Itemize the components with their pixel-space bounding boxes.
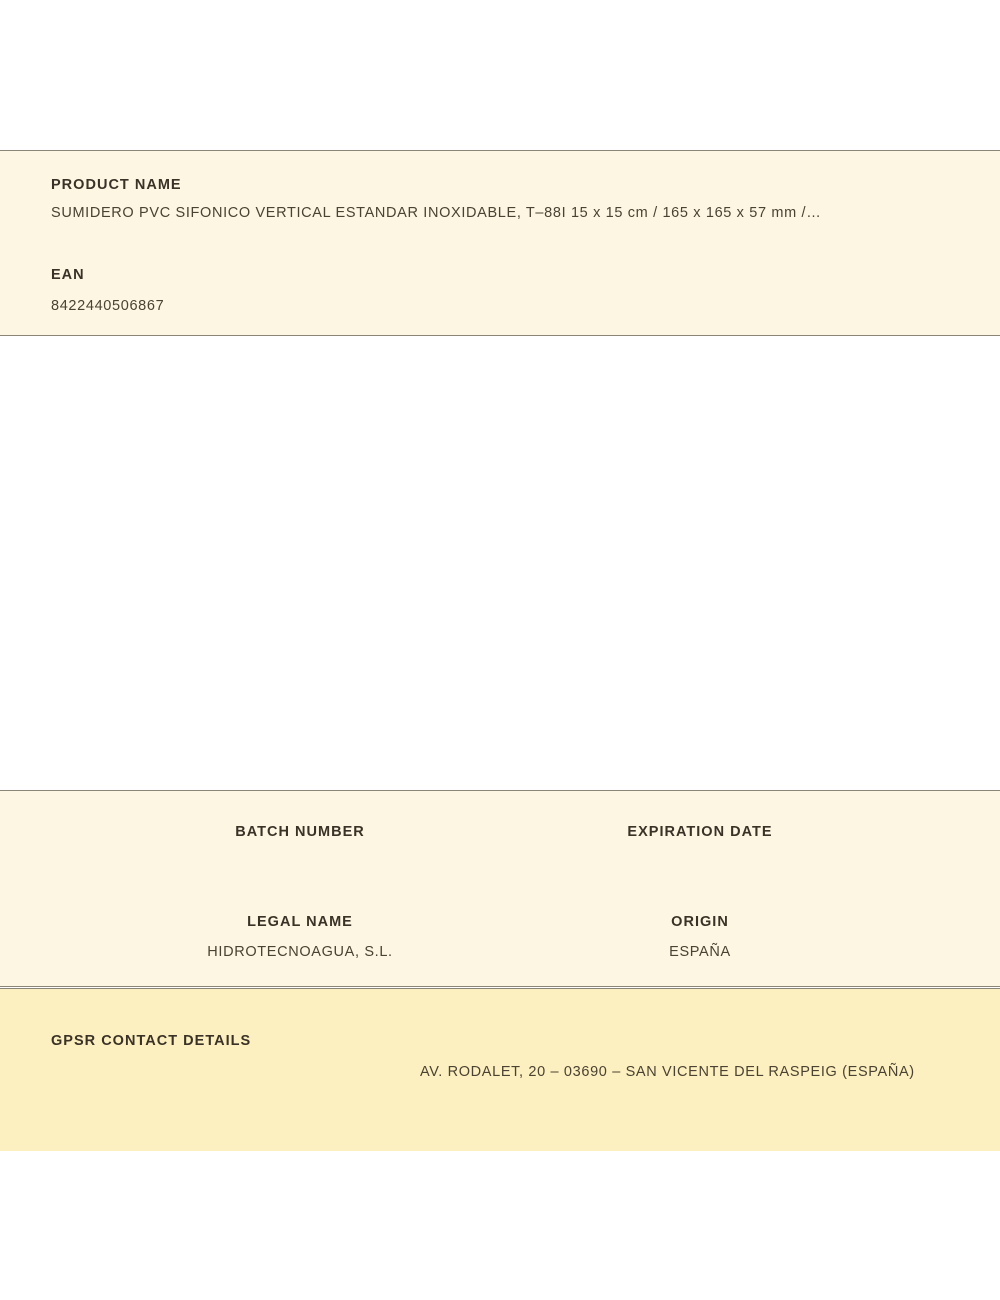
batch-legal-section xyxy=(0,790,1000,987)
legal-name-value: HIDROTECNOAGUA, S.L. xyxy=(207,944,393,960)
ean-label: EAN xyxy=(51,267,85,283)
blank-content-area xyxy=(0,336,1000,790)
gpsr-contact-label: GPSR CONTACT DETAILS xyxy=(51,1033,252,1049)
bottom-blank-area xyxy=(0,1151,1000,1300)
gpsr-contact-section xyxy=(0,988,1000,1151)
origin-value: ESPAÑA xyxy=(669,944,731,960)
product-name-value: SUMIDERO PVC SIFONICO VERTICAL ESTANDAR INOXIDABLE, T–88I 15 x 15 cm / 165 x 165 x 57 mm /… xyxy=(51,205,822,221)
expiration-date-label: EXPIRATION DATE xyxy=(627,824,773,840)
legal-name-label: LEGAL NAME xyxy=(247,914,353,930)
ean-value: 8422440506867 xyxy=(51,298,165,314)
gpsr-contact-address: AV. RODALET, 20 – 03690 – SAN VICENTE DEL RASPEIG (ESPAÑA) xyxy=(420,1064,915,1080)
batch-number-label: BATCH NUMBER xyxy=(235,824,365,840)
product-name-label: PRODUCT NAME xyxy=(51,177,182,193)
origin-label: ORIGIN xyxy=(671,914,729,930)
product-details-section xyxy=(0,150,1000,336)
